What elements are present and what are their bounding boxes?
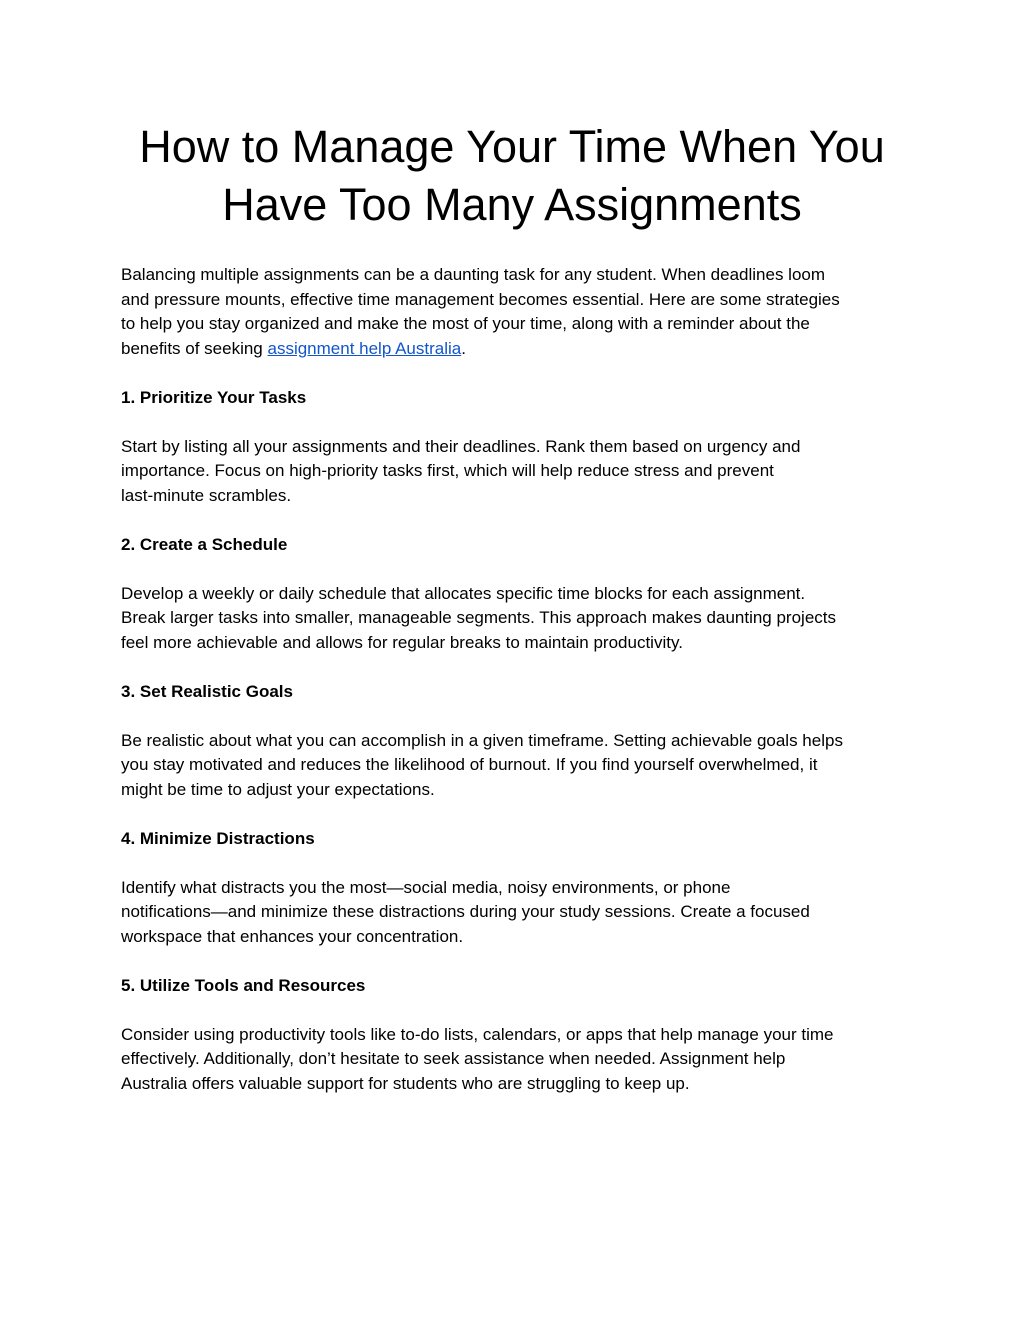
- section-paragraph-3: [121, 729, 911, 803]
- section-3-line-1: Be realistic about what you can accomplish in a given timeframe. Setting achievable goals helps: [121, 730, 843, 750]
- intro-line-1: Balancing multiple assignments can be a daunting task for any student. When deadlines loom: [121, 265, 826, 284]
- page-title-line-2: Have Too Many Assignments: [222, 179, 802, 230]
- section-5-line-1: Consider using productivity tools like to-do lists, calendars, or apps that help manage your time: [121, 1024, 834, 1044]
- section-4-line-3: workspace that enhances your concentration.: [121, 926, 464, 946]
- section-heading-4: 4. Minimize Distractions: [121, 828, 315, 848]
- assignment-help-link[interactable]: assignment help Australia: [267, 338, 462, 358]
- section-heading-5: 5. Utilize Tools and Resources: [121, 975, 366, 995]
- page-title: [100, 118, 924, 234]
- section-5-line-2: effectively. Additionally, don’t hesitate to seek assistance when needed. Assignment help: [121, 1049, 786, 1068]
- intro-line-4-text: benefits of seeking: [121, 338, 268, 358]
- section-paragraph-1: [121, 435, 911, 509]
- section-1-line-1: Start by listing all your assignments and their deadlines. Rank them based on urgency and: [121, 436, 801, 456]
- section-heading-1: 1. Prioritize Your Tasks: [121, 387, 307, 407]
- page-title-line-1: How to Manage Your Time When You: [139, 121, 885, 172]
- section-2-line-1: Develop a weekly or daily schedule that allocates specific time blocks for each assignment.: [121, 583, 806, 603]
- intro-line-3: to help you stay organized and make the most of your time, along with a reminder about the: [121, 314, 810, 333]
- section-3-line-2: you stay motivated and reduces the likelihood of burnout. If you find yourself overwhelmed, it: [121, 755, 818, 774]
- intro-line-4-end: .: [461, 338, 466, 358]
- intro-line-2: and pressure mounts, effective time management becomes essential. Here are some strategies: [121, 289, 840, 309]
- intro-paragraph: [121, 263, 911, 361]
- section-1-line-2: importance. Focus on high-priority tasks first, which will help reduce stress and prevent: [121, 461, 774, 480]
- document-body: [121, 263, 911, 1121]
- section-1-line-3: last-minute scrambles.: [121, 485, 292, 505]
- section-4-line-2: notifications—and minimize these distractions during your study sessions. Create a focused: [121, 902, 810, 921]
- section-2-line-2: Break larger tasks into smaller, manageable segments. This approach makes daunting projects: [121, 608, 837, 627]
- section-2-line-3: feel more achievable and allows for regular breaks to maintain productivity.: [121, 632, 683, 652]
- section-paragraph-4: [121, 876, 911, 950]
- section-heading-3: 3. Set Realistic Goals: [121, 681, 293, 701]
- section-3-line-3: might be time to adjust your expectations.: [121, 779, 435, 799]
- section-paragraph-5: [121, 1023, 911, 1097]
- section-5-line-3: Australia offers valuable support for students who are struggling to keep up.: [121, 1073, 690, 1093]
- section-heading-2: 2. Create a Schedule: [121, 534, 288, 554]
- section-4-line-1: Identify what distracts you the most—social media, noisy environments, or phone: [121, 877, 731, 897]
- section-paragraph-2: [121, 582, 911, 656]
- intro-line-4: [121, 337, 911, 362]
